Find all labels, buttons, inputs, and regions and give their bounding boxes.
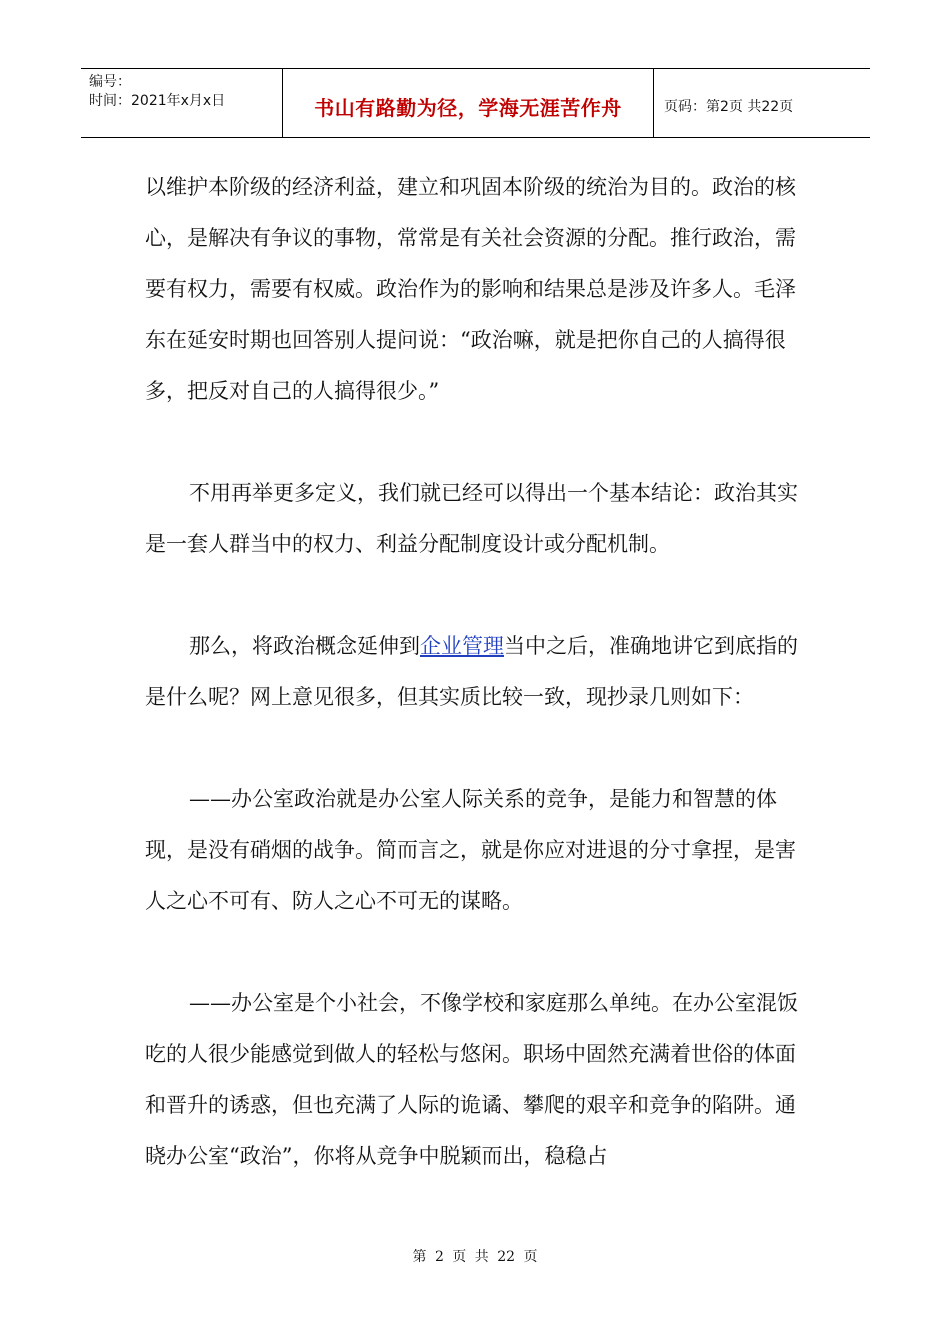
header-meta-cell <box>81 69 283 137</box>
header-motto: 书山有路勤为径，学海无涯苦作舟 <box>314 95 622 120</box>
header-page-info: 页码：第2页 共22页 <box>664 99 794 115</box>
page-footer: 第 2 页 共 22 页 <box>412 1249 538 1265</box>
paragraph-1: 以维护本阶级的经济利益，建立和巩固本阶级的统治为目的。政治的核心，是解决有争议的事物，常常是有关社会资源的分配。推行政治，需要有权力，需要有权威。政治作为的影响和结果总是涉及许多人。毛泽东在延安时期也回答别人提问说：“政治嘛，就是把你自己的人搞得很多，把反对自己的人搞得很少。” <box>145 175 796 403</box>
paragraph-3-lead: 那么，将政治概念延伸到 <box>189 634 420 658</box>
header-motto-cell <box>283 69 654 137</box>
paragraph-3 <box>145 621 810 723</box>
header-page-cell <box>654 69 870 137</box>
paragraph-4: ——办公室政治就是办公室人际关系的竞争，是能力和智慧的体现，是没有硝烟的战争。简而言之，就是你应对进退的分寸拿捏，是害人之心不可有、防人之心不可无的谋略。 <box>145 787 796 913</box>
document-header <box>81 68 870 138</box>
paragraph-2: 不用再举更多定义，我们就已经可以得出一个基本结论：政治其实是一套人群当中的权力、利益分配制度设计或分配机制。 <box>145 481 798 556</box>
document-body <box>145 162 810 1182</box>
paragraph-5: ——办公室是个小社会，不像学校和家庭那么单纯。在办公室混饭吃的人很少能感觉到做人的轻松与悠闲。职场中固然充满着世俗的体面和晋升的诱惑，但也充满了人际的诡谲、攀爬的艰辛和竞争的陷阱。通晓办公室“政治”，你将从竞争中脱颖而出，稳稳占 <box>145 991 798 1168</box>
document-number-label: 编号： <box>89 74 131 90</box>
document-date-label: 时间：2021年x月x日 <box>89 93 226 109</box>
paragraph-3-rest: 当中之后，准确地讲它到底指的是什么呢？网上意见很多，但其实质比较一致，现抄录几则如下： <box>145 634 798 709</box>
enterprise-management-link[interactable]: 企业管理 <box>420 634 504 658</box>
